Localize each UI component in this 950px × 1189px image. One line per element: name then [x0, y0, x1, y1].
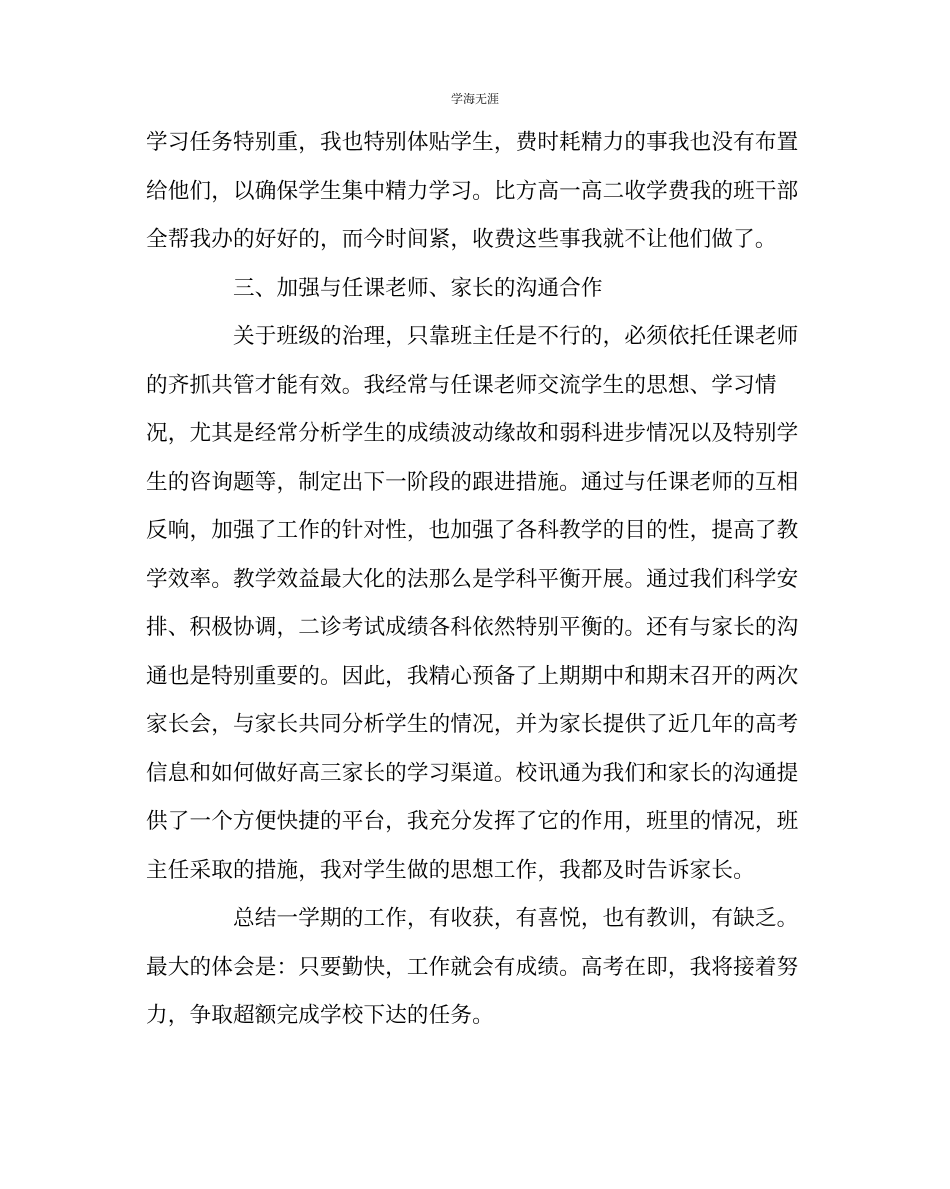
text-line: 最大的体会是：只要勤快，工作就会有成绩。高考在即，我将接着努: [146, 955, 799, 980]
text-line: 供了一个方便快捷的平台，我充分发挥了它的作用，班里的情况，班: [146, 809, 799, 834]
text-line: 学习任务特别重，我也特别体贴学生，费时耗精力的事我也没有布置: [146, 130, 799, 155]
text-line: 况，尤其是经常分析学生的成绩波动缘故和弱科进步情况以及特别学: [146, 421, 799, 446]
text-line: 给他们，以确保学生集中精力学习。比方高一高二收学费我的班干部: [146, 179, 799, 204]
text-line: 反响，加强了工作的针对性，也加强了各科教学的目的性，提高了教: [146, 518, 799, 543]
text-line: 的齐抓共管才能有效。我经常与任课老师交流学生的思想、学习情: [146, 373, 777, 398]
section-heading: 三、加强与任课老师、家长的沟通合作: [233, 276, 603, 301]
text-line: 主任采取的措施，我对学生做的思想工作，我都及时告诉家长。: [146, 858, 755, 883]
page-header: 学海无涯: [450, 92, 499, 106]
text-line: 生的咨询题等，制定出下一阶段的跟进措施。通过与任课老师的互相: [146, 470, 799, 495]
text-line: 信息和如何做好高三家长的学习渠道。校讯通为我们和家长的沟通提: [146, 761, 799, 786]
text-line: 力，争取超额完成学校下达的任务。: [146, 1003, 494, 1028]
text-line: 全帮我办的好好的，而今时间紧，收费这些事我就不让他们做了。: [146, 227, 777, 252]
text-line: 排、积极协调，二诊考试成绩各科依然特别平衡的。还有与家长的沟: [146, 615, 799, 640]
text-line: 通也是特别重要的。因此，我精心预备了上期期中和期末召开的两次: [146, 664, 799, 689]
text-line: 关于班级的治理，只靠班主任是不行的，必须依托任课老师: [233, 324, 799, 349]
text-line: 总结一学期的工作，有收获，有喜悦，也有教训，有缺乏。: [233, 906, 799, 931]
text-line: 学效率。教学效益最大化的法那么是学科平衡开展。通过我们科学安: [146, 567, 799, 592]
text-line: 家长会，与家长共同分析学生的情况，并为家长提供了近几年的高考: [146, 712, 799, 737]
